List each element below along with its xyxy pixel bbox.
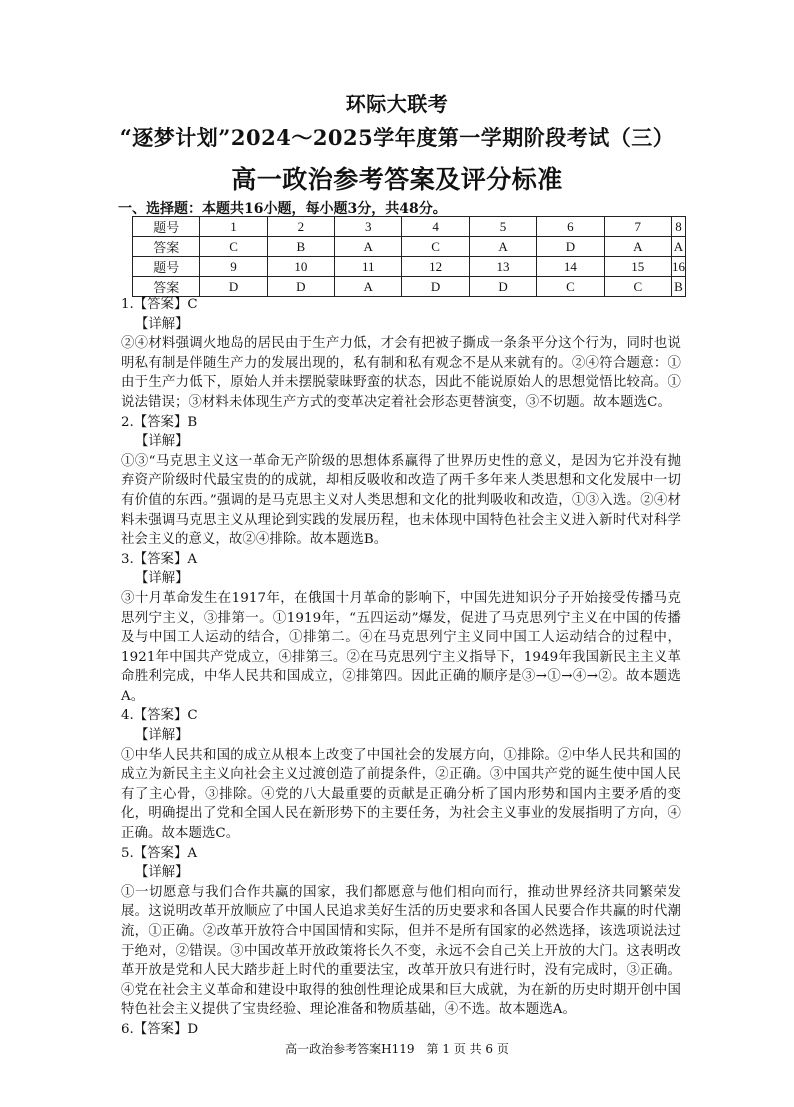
table-cell: D: [402, 277, 469, 297]
table-cell: 6: [537, 217, 604, 237]
question-block: [121, 413, 681, 550]
document-title: 高一政治参考答案及评分标准: [231, 165, 563, 194]
explanation-text: ③十月革命发生在1917年，在俄国十月革命的影响下，中国先进知识分子开始接受传播马克思列宁主义，③排第一。①1919年，“五四运动”爆发，促进了马克思列宁主义在中国的传播及与中国工人运动的结合，①排第二。④在马克思列宁主义同中国工人运动结合的过程中，1921年中国共产党成立，④排第三。②在马克思列宁主义指导下，1949年我国新民主主义革命胜利完成，中华人民共和国成立，②排第四。因此正确的顺序是③→①→④→②。故本题选A。: [121, 590, 681, 704]
table-cell: 12: [402, 257, 469, 277]
question-block: [121, 844, 681, 1020]
table-cell: 10: [267, 257, 334, 277]
table-row: [133, 257, 686, 277]
table-cell: 9: [200, 257, 267, 277]
answer-line: 1.【答案】C: [121, 297, 198, 312]
table-cell: C: [537, 277, 604, 297]
question-block: [121, 706, 681, 843]
table-cell: 7: [604, 217, 671, 237]
question-explanations: [121, 295, 681, 1040]
answer-line: 5.【答案】A: [121, 845, 198, 861]
table-cell: C: [604, 277, 671, 297]
explanation-text: ①一切愿意与我们合作共赢的国家，我们都愿意与他们相向而行，推动世界经济共同繁荣发展。这说明改革开放顺应了中国人民追求美好生活的历史要求和各国人民要合作共赢的时代潮流，①正确。②改革开放符合中国国情和实际，但并不是所有国家的必然选择，该选项说法过于绝对，②错误。③中国改革开放政策将长久不变，永远不会自己关上开放的大门。这表明改革开放是党和人民大踏步赶上时代的重要法宝，改革开放只有进行时，没有完成时，③正确。④党在社会主义革命和建设中取得的独创性理论成果和巨大成就，为在新的历史时期开创中国特色社会主义提供了宝贵经验、理论准备和物质基础，④不选。故本题选A。: [121, 884, 681, 1018]
question-block: [121, 295, 681, 413]
table-cell: 3: [335, 217, 402, 237]
table-cell: 14: [537, 257, 604, 277]
table-cell: 8: [671, 217, 685, 237]
table-cell: B: [267, 237, 334, 257]
detail-label: 【详解】: [135, 865, 189, 881]
table-cell: D: [200, 277, 267, 297]
explanation-text: ①③“马克思主义这一革命无产阶级的思想体系赢得了世界历史性的意义，是因为它并没有抛弃资产阶级时代最宝贵的的成就，却相反吸收和改造了两千多年来人类思想和文化发展中一切有价值的东西。”强调的是马克思主义对人类思想和文化的批判吸收和改造，①③入选。②④材料未强调马克思主义从理论到实践的发展历程，也未体现中国特色社会主义进入新时代对科学社会主义的意义，故②④排除。故本题选B。: [121, 453, 681, 548]
exam-org-title: 环际大联考: [345, 92, 449, 116]
table-cell: 11: [335, 257, 402, 277]
table-cell: A: [469, 237, 536, 257]
table-cell: B: [671, 277, 685, 297]
table-cell: 5: [469, 217, 536, 237]
table-row-header: 题号: [133, 217, 200, 237]
table-cell: C: [402, 237, 469, 257]
answer-line: 2.【答案】B: [121, 414, 198, 430]
table-cell: 15: [604, 257, 671, 277]
detail-label: 【详解】: [135, 434, 189, 450]
answer-table: [132, 216, 686, 297]
detail-label: 【详解】: [135, 728, 189, 744]
explanation-text: ②④材料强调火地岛的居民由于生产力低，才会有把被子撕成一条条平分这个行为，同时也说明私有制是伴随生产力的发展出现的，私有制和私有观念不是从来就有的。②④符合题意：①由于生产力低下，原始人并未摆脱蒙昧野蛮的状态，因此不能说原始人的思想觉悟比较高。①说法错误；③材料未体现生产方式的变革决定着社会形态更替演变，③不切题。故本题选C。: [121, 336, 681, 410]
table-row-header: 答案: [133, 277, 200, 297]
page-footer: 高一政治参考答案H119 第 1 页 共 6 页: [285, 1042, 509, 1056]
question-block: [121, 550, 681, 707]
table-cell: 1: [200, 217, 267, 237]
table-cell: C: [200, 237, 267, 257]
table-cell: A: [335, 277, 402, 297]
table-cell: A: [604, 237, 671, 257]
answer-line: 6.【答案】D: [121, 1021, 199, 1037]
table-row: [133, 217, 686, 237]
table-row-header: 题号: [133, 257, 200, 277]
table-row-header: 答案: [133, 237, 200, 257]
answer-line: 3.【答案】A: [121, 551, 198, 567]
table-cell: D: [537, 237, 604, 257]
table-cell: D: [267, 277, 334, 297]
table-cell: 2: [267, 217, 334, 237]
detail-label: 【详解】: [135, 571, 189, 587]
table-row: [133, 237, 686, 257]
answer-line: 4.【答案】C: [121, 708, 198, 724]
table-cell: 4: [402, 217, 469, 237]
table-cell: 16: [671, 257, 685, 277]
question-block: [121, 1020, 681, 1040]
section-heading: 一、选择题：本题共16小题，每小题3分，共48分。: [118, 201, 447, 217]
exam-name-title: “逐梦计划”2024～2025学年度第一学期阶段考试（三）: [119, 125, 675, 150]
table-cell: A: [671, 237, 685, 257]
explanation-text: ①中华人民共和国的成立从根本上改变了中国社会的发展方向，①排除。②中华人民共和国的成立为新民主主义向社会主义过渡创造了前提条件，②正确。③中国共产党的诞生使中国人民有了主心骨，③排除。④党的八大最重要的贡献是正确分析了国内形势和国内主要矛盾的变化，明确提出了党和全国人民在新形势下的主要任务，为社会主义事业的发展指明了方向，④正确。故本题选C。: [121, 747, 681, 842]
table-cell: D: [469, 277, 536, 297]
table-cell: A: [335, 237, 402, 257]
table-cell: 13: [469, 257, 536, 277]
detail-label: 【详解】: [135, 316, 189, 332]
table-row: [133, 277, 686, 297]
